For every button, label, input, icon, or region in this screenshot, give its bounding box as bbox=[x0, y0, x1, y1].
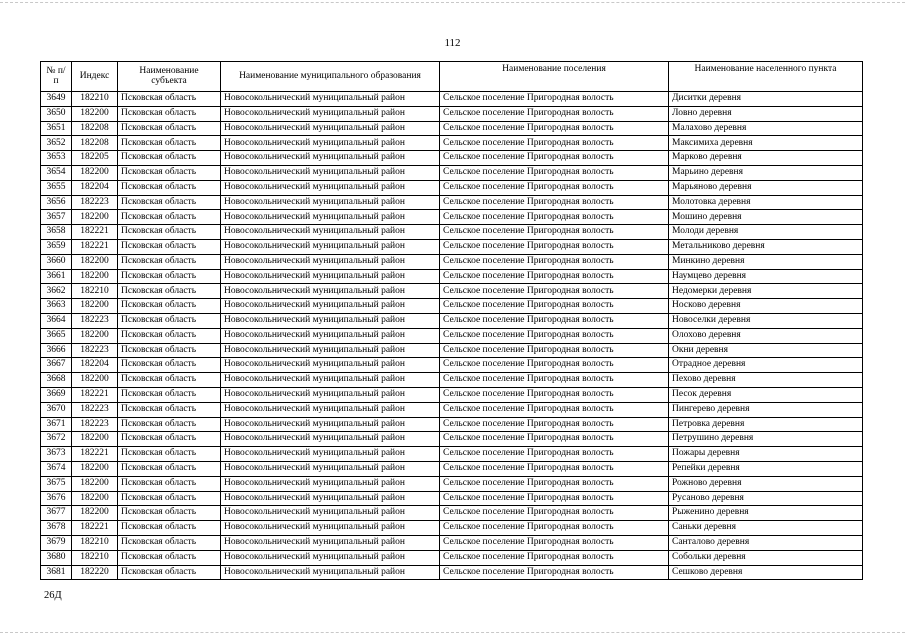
cell-municipality: Новосокольнический муниципальный район bbox=[221, 461, 440, 476]
header-municipality: Наименование муниципального образования bbox=[221, 62, 440, 92]
cell-index: 182221 bbox=[72, 239, 118, 254]
header-num: № п/п bbox=[41, 62, 72, 92]
cell-index: 182220 bbox=[72, 565, 118, 580]
cell-subject: Псковская область bbox=[118, 565, 221, 580]
cell-locality: Носково деревня bbox=[669, 299, 863, 314]
cell-index: 182223 bbox=[72, 343, 118, 358]
cell-settlement: Сельское поселение Пригородная волость bbox=[440, 92, 669, 107]
cell-settlement: Сельское поселение Пригородная волость bbox=[440, 106, 669, 121]
cell-municipality: Новосокольнический муниципальный район bbox=[221, 254, 440, 269]
cell-num: 3670 bbox=[41, 402, 72, 417]
cell-settlement: Сельское поселение Пригородная волость bbox=[440, 136, 669, 151]
cell-locality: Собольки деревня bbox=[669, 550, 863, 565]
cell-municipality: Новосокольнический муниципальный район bbox=[221, 165, 440, 180]
cell-index: 182210 bbox=[72, 535, 118, 550]
cell-locality: Петровка деревня bbox=[669, 417, 863, 432]
cell-locality: Новоселки деревня bbox=[669, 313, 863, 328]
cell-locality: Саньки деревня bbox=[669, 521, 863, 536]
cell-locality: Петрушино деревня bbox=[669, 432, 863, 447]
cell-subject: Псковская область bbox=[118, 136, 221, 151]
cell-subject: Псковская область bbox=[118, 402, 221, 417]
cell-index: 182210 bbox=[72, 284, 118, 299]
cell-locality: Рыженино деревня bbox=[669, 506, 863, 521]
cell-settlement: Сельское поселение Пригородная волость bbox=[440, 491, 669, 506]
cell-num: 3660 bbox=[41, 254, 72, 269]
cell-settlement: Сельское поселение Пригородная волость bbox=[440, 210, 669, 225]
cell-settlement: Сельское поселение Пригородная волость bbox=[440, 387, 669, 402]
cell-index: 182200 bbox=[72, 254, 118, 269]
cell-municipality: Новосокольнический муниципальный район bbox=[221, 180, 440, 195]
table-row bbox=[41, 491, 863, 506]
cell-municipality: Новосокольнический муниципальный район bbox=[221, 373, 440, 388]
cell-num: 3673 bbox=[41, 447, 72, 462]
cell-municipality: Новосокольнический муниципальный район bbox=[221, 92, 440, 107]
cell-municipality: Новосокольнический муниципальный район bbox=[221, 535, 440, 550]
cell-subject: Псковская область bbox=[118, 225, 221, 240]
cell-locality: Пожары деревня bbox=[669, 447, 863, 462]
table-row bbox=[41, 506, 863, 521]
cell-municipality: Новосокольнический муниципальный район bbox=[221, 121, 440, 136]
table-row bbox=[41, 565, 863, 580]
cell-num: 3665 bbox=[41, 328, 72, 343]
table-row bbox=[41, 195, 863, 210]
cell-subject: Псковская область bbox=[118, 180, 221, 195]
cell-municipality: Новосокольнический муниципальный район bbox=[221, 284, 440, 299]
table-header-row bbox=[41, 62, 863, 92]
cell-locality: Рожново деревня bbox=[669, 476, 863, 491]
cell-num: 3663 bbox=[41, 299, 72, 314]
cell-subject: Псковская область bbox=[118, 313, 221, 328]
cell-municipality: Новосокольнический муниципальный район bbox=[221, 239, 440, 254]
page-number: 112 bbox=[444, 37, 461, 49]
cell-settlement: Сельское поселение Пригородная волость bbox=[440, 313, 669, 328]
cell-index: 182205 bbox=[72, 151, 118, 166]
cell-subject: Псковская область bbox=[118, 106, 221, 121]
cell-locality: Недомерки деревня bbox=[669, 284, 863, 299]
cell-municipality: Новосокольнический муниципальный район bbox=[221, 432, 440, 447]
cell-settlement: Сельское поселение Пригородная волость bbox=[440, 417, 669, 432]
table-row bbox=[41, 92, 863, 107]
cell-settlement: Сельское поселение Пригородная волость bbox=[440, 535, 669, 550]
cell-num: 3656 bbox=[41, 195, 72, 210]
cell-subject: Псковская область bbox=[118, 254, 221, 269]
table-row bbox=[41, 106, 863, 121]
cell-settlement: Сельское поселение Пригородная волость bbox=[440, 195, 669, 210]
cell-municipality: Новосокольнический муниципальный район bbox=[221, 402, 440, 417]
cell-index: 182208 bbox=[72, 121, 118, 136]
cell-num: 3672 bbox=[41, 432, 72, 447]
cell-municipality: Новосокольнический муниципальный район bbox=[221, 299, 440, 314]
table-row bbox=[41, 180, 863, 195]
scan-top-edge bbox=[0, 2, 905, 3]
cell-locality: Марьино деревня bbox=[669, 165, 863, 180]
cell-subject: Псковская область bbox=[118, 239, 221, 254]
cell-locality: Минкино деревня bbox=[669, 254, 863, 269]
cell-num: 3666 bbox=[41, 343, 72, 358]
table-row bbox=[41, 254, 863, 269]
table-row bbox=[41, 343, 863, 358]
cell-num: 3652 bbox=[41, 136, 72, 151]
table-row bbox=[41, 121, 863, 136]
cell-index: 182200 bbox=[72, 269, 118, 284]
cell-num: 3671 bbox=[41, 417, 72, 432]
cell-index: 182204 bbox=[72, 180, 118, 195]
footer-code: 26Д bbox=[44, 590, 62, 601]
cell-settlement: Сельское поселение Пригородная волость bbox=[440, 432, 669, 447]
cell-municipality: Новосокольнический муниципальный район bbox=[221, 328, 440, 343]
cell-municipality: Новосокольнический муниципальный район bbox=[221, 447, 440, 462]
cell-settlement: Сельское поселение Пригородная волость bbox=[440, 239, 669, 254]
cell-index: 182210 bbox=[72, 550, 118, 565]
table-row bbox=[41, 402, 863, 417]
cell-municipality: Новосокольнический муниципальный район bbox=[221, 521, 440, 536]
cell-locality: Наумцево деревня bbox=[669, 269, 863, 284]
cell-locality: Русаново деревня bbox=[669, 491, 863, 506]
localities-table bbox=[40, 61, 863, 580]
cell-settlement: Сельское поселение Пригородная волость bbox=[440, 299, 669, 314]
cell-subject: Псковская область bbox=[118, 491, 221, 506]
cell-index: 182200 bbox=[72, 432, 118, 447]
cell-subject: Псковская область bbox=[118, 521, 221, 536]
cell-settlement: Сельское поселение Пригородная волость bbox=[440, 180, 669, 195]
cell-municipality: Новосокольнический муниципальный район bbox=[221, 476, 440, 491]
cell-municipality: Новосокольнический муниципальный район bbox=[221, 417, 440, 432]
table-row bbox=[41, 476, 863, 491]
cell-num: 3650 bbox=[41, 106, 72, 121]
cell-subject: Псковская область bbox=[118, 476, 221, 491]
cell-num: 3681 bbox=[41, 565, 72, 580]
cell-locality: Максимиха деревня bbox=[669, 136, 863, 151]
cell-settlement: Сельское поселение Пригородная волость bbox=[440, 550, 669, 565]
cell-num: 3662 bbox=[41, 284, 72, 299]
cell-index: 182200 bbox=[72, 328, 118, 343]
cell-locality: Отрадное деревня bbox=[669, 358, 863, 373]
cell-subject: Псковская область bbox=[118, 447, 221, 462]
cell-locality: Санталово деревня bbox=[669, 535, 863, 550]
table-row bbox=[41, 535, 863, 550]
cell-municipality: Новосокольнический муниципальный район bbox=[221, 387, 440, 402]
table-row bbox=[41, 521, 863, 536]
cell-locality: Молотовка деревня bbox=[669, 195, 863, 210]
cell-num: 3677 bbox=[41, 506, 72, 521]
header-settlement: Наименование поселения bbox=[440, 62, 669, 92]
cell-settlement: Сельское поселение Пригородная волость bbox=[440, 343, 669, 358]
cell-num: 3668 bbox=[41, 373, 72, 388]
cell-municipality: Новосокольнический муниципальный район bbox=[221, 343, 440, 358]
table-body bbox=[41, 92, 863, 580]
cell-settlement: Сельское поселение Пригородная волость bbox=[440, 269, 669, 284]
cell-subject: Псковская область bbox=[118, 506, 221, 521]
cell-index: 182200 bbox=[72, 299, 118, 314]
cell-municipality: Новосокольнический муниципальный район bbox=[221, 358, 440, 373]
cell-settlement: Сельское поселение Пригородная волость bbox=[440, 565, 669, 580]
scan-bottom-edge bbox=[0, 632, 905, 633]
cell-locality: Пингерево деревня bbox=[669, 402, 863, 417]
cell-subject: Псковская область bbox=[118, 432, 221, 447]
cell-settlement: Сельское поселение Пригородная волость bbox=[440, 476, 669, 491]
cell-index: 182223 bbox=[72, 313, 118, 328]
cell-settlement: Сельское поселение Пригородная волость bbox=[440, 254, 669, 269]
cell-settlement: Сельское поселение Пригородная волость bbox=[440, 373, 669, 388]
cell-locality: Малахово деревня bbox=[669, 121, 863, 136]
cell-municipality: Новосокольнический муниципальный район bbox=[221, 195, 440, 210]
cell-index: 182200 bbox=[72, 506, 118, 521]
table-row bbox=[41, 136, 863, 151]
cell-index: 182221 bbox=[72, 225, 118, 240]
header-index: Индекс bbox=[72, 62, 118, 92]
cell-subject: Псковская область bbox=[118, 92, 221, 107]
cell-subject: Псковская область bbox=[118, 328, 221, 343]
cell-subject: Псковская область bbox=[118, 550, 221, 565]
cell-locality: Марьяново деревня bbox=[669, 180, 863, 195]
header-locality: Наименование населенного пункта bbox=[669, 62, 863, 92]
cell-municipality: Новосокольнический муниципальный район bbox=[221, 225, 440, 240]
cell-locality: Метальниково деревня bbox=[669, 239, 863, 254]
cell-locality: Марково деревня bbox=[669, 151, 863, 166]
table-row bbox=[41, 313, 863, 328]
cell-settlement: Сельское поселение Пригородная волость bbox=[440, 461, 669, 476]
cell-locality: Молоди деревня bbox=[669, 225, 863, 240]
cell-subject: Псковская область bbox=[118, 195, 221, 210]
cell-num: 3651 bbox=[41, 121, 72, 136]
cell-num: 3664 bbox=[41, 313, 72, 328]
cell-subject: Псковская область bbox=[118, 417, 221, 432]
cell-subject: Псковская область bbox=[118, 373, 221, 388]
cell-municipality: Новосокольнический муниципальный район bbox=[221, 550, 440, 565]
cell-index: 182223 bbox=[72, 402, 118, 417]
cell-settlement: Сельское поселение Пригородная волость bbox=[440, 402, 669, 417]
cell-num: 3661 bbox=[41, 269, 72, 284]
cell-num: 3667 bbox=[41, 358, 72, 373]
table-row bbox=[41, 432, 863, 447]
table-row bbox=[41, 461, 863, 476]
table-row bbox=[41, 387, 863, 402]
table-row bbox=[41, 239, 863, 254]
cell-index: 182221 bbox=[72, 447, 118, 462]
cell-subject: Псковская область bbox=[118, 535, 221, 550]
cell-index: 182204 bbox=[72, 358, 118, 373]
cell-subject: Псковская область bbox=[118, 387, 221, 402]
cell-municipality: Новосокольнический муниципальный район bbox=[221, 565, 440, 580]
cell-subject: Псковская область bbox=[118, 284, 221, 299]
cell-settlement: Сельское поселение Пригородная волость bbox=[440, 121, 669, 136]
table-row bbox=[41, 151, 863, 166]
cell-num: 3655 bbox=[41, 180, 72, 195]
cell-locality: Репейки деревня bbox=[669, 461, 863, 476]
cell-num: 3653 bbox=[41, 151, 72, 166]
cell-num: 3676 bbox=[41, 491, 72, 506]
cell-locality: Мошино деревня bbox=[669, 210, 863, 225]
table-row bbox=[41, 269, 863, 284]
table-row bbox=[41, 550, 863, 565]
cell-locality: Диситки деревня bbox=[669, 92, 863, 107]
cell-subject: Псковская область bbox=[118, 299, 221, 314]
cell-index: 182200 bbox=[72, 491, 118, 506]
cell-settlement: Сельское поселение Пригородная волость bbox=[440, 447, 669, 462]
cell-index: 182223 bbox=[72, 195, 118, 210]
table-row bbox=[41, 358, 863, 373]
cell-settlement: Сельское поселение Пригородная волость bbox=[440, 284, 669, 299]
cell-settlement: Сельское поселение Пригородная волость bbox=[440, 521, 669, 536]
cell-num: 3669 bbox=[41, 387, 72, 402]
cell-index: 182200 bbox=[72, 373, 118, 388]
header-subject: Наименование субъекта bbox=[118, 62, 221, 92]
cell-subject: Псковская область bbox=[118, 269, 221, 284]
cell-num: 3654 bbox=[41, 165, 72, 180]
cell-num: 3659 bbox=[41, 239, 72, 254]
cell-municipality: Новосокольнический муниципальный район bbox=[221, 136, 440, 151]
cell-municipality: Новосокольнический муниципальный район bbox=[221, 106, 440, 121]
cell-num: 3658 bbox=[41, 225, 72, 240]
cell-subject: Псковская область bbox=[118, 210, 221, 225]
cell-municipality: Новосокольнический муниципальный район bbox=[221, 313, 440, 328]
cell-subject: Псковская область bbox=[118, 121, 221, 136]
cell-locality: Пехово деревня bbox=[669, 373, 863, 388]
cell-settlement: Сельское поселение Пригородная волость bbox=[440, 328, 669, 343]
cell-settlement: Сельское поселение Пригородная волость bbox=[440, 151, 669, 166]
table-row bbox=[41, 210, 863, 225]
cell-index: 182200 bbox=[72, 461, 118, 476]
cell-settlement: Сельское поселение Пригородная волость bbox=[440, 358, 669, 373]
cell-num: 3675 bbox=[41, 476, 72, 491]
cell-index: 182210 bbox=[72, 92, 118, 107]
cell-municipality: Новосокольнический муниципальный район bbox=[221, 269, 440, 284]
cell-num: 3674 bbox=[41, 461, 72, 476]
cell-settlement: Сельское поселение Пригородная волость bbox=[440, 225, 669, 240]
table-row bbox=[41, 299, 863, 314]
cell-municipality: Новосокольнический муниципальный район bbox=[221, 491, 440, 506]
cell-locality: Окни деревня bbox=[669, 343, 863, 358]
cell-index: 182208 bbox=[72, 136, 118, 151]
cell-settlement: Сельское поселение Пригородная волость bbox=[440, 506, 669, 521]
table-row bbox=[41, 284, 863, 299]
table-row bbox=[41, 447, 863, 462]
cell-index: 182200 bbox=[72, 165, 118, 180]
cell-locality: Ловно деревня bbox=[669, 106, 863, 121]
cell-locality: Олохово деревня bbox=[669, 328, 863, 343]
cell-settlement: Сельское поселение Пригородная волость bbox=[440, 165, 669, 180]
cell-subject: Псковская область bbox=[118, 461, 221, 476]
cell-subject: Псковская область bbox=[118, 343, 221, 358]
cell-index: 182221 bbox=[72, 521, 118, 536]
cell-num: 3679 bbox=[41, 535, 72, 550]
cell-locality: Сешково деревня bbox=[669, 565, 863, 580]
table-row bbox=[41, 373, 863, 388]
cell-num: 3678 bbox=[41, 521, 72, 536]
cell-index: 182221 bbox=[72, 387, 118, 402]
cell-index: 182200 bbox=[72, 106, 118, 121]
cell-subject: Псковская область bbox=[118, 151, 221, 166]
table-row bbox=[41, 165, 863, 180]
table-row bbox=[41, 225, 863, 240]
cell-num: 3657 bbox=[41, 210, 72, 225]
cell-locality: Песок деревня bbox=[669, 387, 863, 402]
cell-municipality: Новосокольнический муниципальный район bbox=[221, 506, 440, 521]
cell-index: 182223 bbox=[72, 417, 118, 432]
table-row bbox=[41, 417, 863, 432]
cell-num: 3649 bbox=[41, 92, 72, 107]
cell-num: 3680 bbox=[41, 550, 72, 565]
cell-municipality: Новосокольнический муниципальный район bbox=[221, 210, 440, 225]
cell-subject: Псковская область bbox=[118, 165, 221, 180]
cell-subject: Псковская область bbox=[118, 358, 221, 373]
cell-index: 182200 bbox=[72, 210, 118, 225]
cell-index: 182200 bbox=[72, 476, 118, 491]
table-row bbox=[41, 328, 863, 343]
cell-municipality: Новосокольнический муниципальный район bbox=[221, 151, 440, 166]
